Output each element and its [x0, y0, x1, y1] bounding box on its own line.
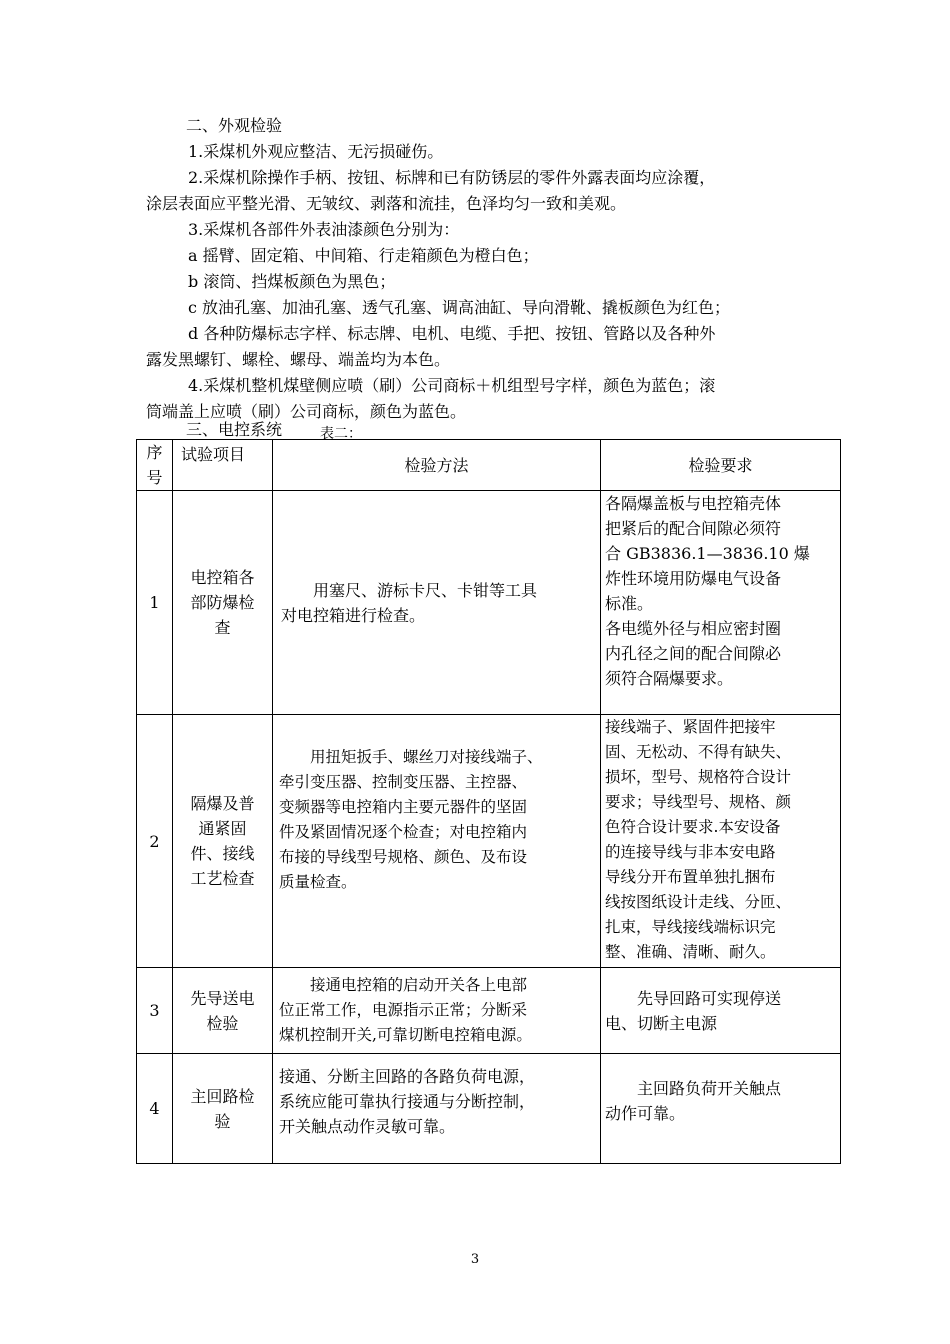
row-no: 4: [137, 1054, 173, 1164]
paragraph-line: 3.采煤机各部件外表油漆颜色分别为：: [188, 220, 460, 239]
table-row: [137, 491, 841, 715]
row-no: 1: [137, 491, 173, 715]
req-line: 的连接导线与非本安电路: [605, 843, 776, 861]
method-line: 接通电控箱的启动开关各上电部: [310, 976, 528, 994]
header-no-line: 号: [146, 468, 163, 487]
paragraph-line: 露发黑螺钉、螺栓、螺母、端盖均为本色。: [146, 350, 451, 369]
req-line: 须符合隔爆要求。: [605, 669, 734, 688]
paragraph-line: 4.采煤机整机煤壁侧应喷（刷）公司商标＋机组型号字样，颜色为蓝色；滚: [188, 376, 716, 395]
table-row: [137, 968, 841, 1054]
req-line: 整、准确、清晰、耐久。: [605, 943, 776, 961]
item-line: 部防爆检: [190, 593, 255, 612]
section-heading-appearance: 二、外观检验: [186, 116, 283, 135]
method-line: 牵引变压器、控制变压器、主控器、: [279, 773, 528, 791]
table-row: [137, 715, 841, 968]
req-line: 炸性环境用防爆电气设备: [605, 569, 782, 588]
item-line: 查: [214, 618, 231, 637]
paragraph-line: a 摇臂、固定箱、中间箱、行走箱颜色为橙白色；: [188, 246, 539, 265]
row-item: [173, 968, 273, 1054]
paragraph-line: c 放油孔塞、加油孔塞、透气孔塞、调高油缸、导向滑靴、撬板颜色为红色；: [188, 298, 731, 317]
page-number: 3: [470, 1252, 480, 1267]
header-req: 检验要求: [601, 440, 841, 491]
item-line: 检验: [206, 1013, 239, 1033]
row-item: [173, 491, 273, 715]
req-line: 接线端子、紧固件把接牢: [605, 718, 776, 736]
paragraph-line: b 滚筒、挡煤板颜色为黑色；: [188, 272, 396, 291]
item-line: 先导送电: [190, 988, 255, 1008]
method-line: 用塞尺、游标卡尺、卡钳等工具: [313, 580, 538, 600]
method-line: 位正常工作，电源指示正常；分断采: [279, 1001, 528, 1019]
header-method: 检验方法: [273, 440, 601, 491]
req-line: 各隔爆盖板与电控箱壳体: [605, 494, 782, 513]
item-line: 件、接线: [190, 844, 255, 863]
req-line: 动作可靠。: [605, 1104, 686, 1123]
row-method: [273, 968, 601, 1054]
row-method: [273, 715, 601, 968]
method-line: 变频器等电控箱内主要元器件的坚固: [279, 798, 528, 816]
method-line: 开关触点动作灵敏可靠。: [279, 1117, 456, 1136]
row-item: [173, 1054, 273, 1164]
row-req: [601, 715, 841, 968]
row-method: [273, 491, 601, 715]
item-line: 验: [214, 1111, 231, 1131]
item-line: 工艺检查: [190, 869, 255, 888]
inspection-table: [136, 439, 841, 1164]
method-line: 件及紧固情况逐个检查；对电控箱内: [279, 823, 528, 841]
item-line: 电控箱各: [190, 568, 255, 587]
item-line: 主回路检: [190, 1086, 255, 1106]
table-caption: 表二：: [320, 426, 362, 442]
req-line: 损坏，型号、规格符合设计: [605, 768, 792, 786]
req-line: 导线分开布置单独扎捆布: [605, 868, 776, 886]
req-line: 电、切断主电源: [605, 1013, 718, 1033]
req-line: 固、无松动、不得有缺失、: [605, 743, 792, 761]
method-line: 对电控箱进行检查。: [281, 605, 426, 625]
paragraph-line: 2.采煤机除操作手柄、按钮、标牌和已有防锈层的零件外露表面均应涂覆，: [188, 168, 716, 187]
table-row: [137, 1054, 841, 1164]
req-line: 主回路负荷开关触点: [637, 1079, 782, 1098]
method-line: 煤机控制开关,可靠切断电控箱电源。: [279, 1026, 532, 1044]
item-line: 通紧固: [198, 819, 247, 838]
row-no: 2: [137, 715, 173, 968]
paragraph-line: d 各种防爆标志字样、标志牌、电机、电缆、手把、按钮、管路以及各种外: [188, 324, 716, 343]
header-item-text: 试验项目: [181, 445, 246, 464]
paragraph-line: 涂层表面应平整光滑、无皱纹、剥落和流挂，色泽均匀一致和美观。: [146, 194, 627, 213]
method-line: 系统应能可靠执行接通与分断控制，: [279, 1092, 536, 1111]
row-item: [173, 715, 273, 968]
req-line: 各电缆外径与相应密封圈: [605, 619, 782, 638]
req-line: 扎束，导线接线端标识完: [605, 918, 776, 936]
req-line: 合 GB3836.1—3836.10 爆: [605, 544, 810, 563]
table-header-row: [137, 440, 841, 491]
req-line: 要求；导线型号、规格、颜: [605, 793, 792, 811]
req-line: 内孔径之间的配合间隙必: [605, 644, 782, 663]
row-method: [273, 1054, 601, 1164]
header-no-line: 序: [146, 443, 163, 462]
header-item: [173, 440, 273, 491]
method-line: 接通、分断主回路的各路负荷电源，: [279, 1067, 536, 1086]
req-line: 色符合设计要求.本安设备: [605, 818, 781, 836]
req-line: 线按图纸设计走线、分匝、: [605, 893, 792, 911]
method-line: 质量检查。: [279, 873, 357, 891]
row-req: [601, 491, 841, 715]
method-line: 布接的导线型号规格、颜色、及布设: [279, 848, 528, 866]
section-heading-electrical: 三、电控系统: [186, 420, 283, 439]
method-line: 用扭矩扳手、螺丝刀对接线端子、: [310, 748, 543, 766]
req-line: 把紧后的配合间隙必须符: [605, 519, 782, 538]
header-no: [137, 440, 173, 491]
paragraph-line: 筒端盖上应喷（刷）公司商标，颜色为蓝色。: [146, 402, 467, 421]
req-line: 先导回路可实现停送: [637, 988, 782, 1008]
req-line: 标准。: [605, 594, 654, 613]
paragraph-line: 1.采煤机外观应整洁、无污损碰伤。: [188, 142, 444, 161]
item-line: 隔爆及普: [190, 794, 255, 813]
row-req: [601, 1054, 841, 1164]
row-req: [601, 968, 841, 1054]
row-no: 3: [137, 968, 173, 1054]
